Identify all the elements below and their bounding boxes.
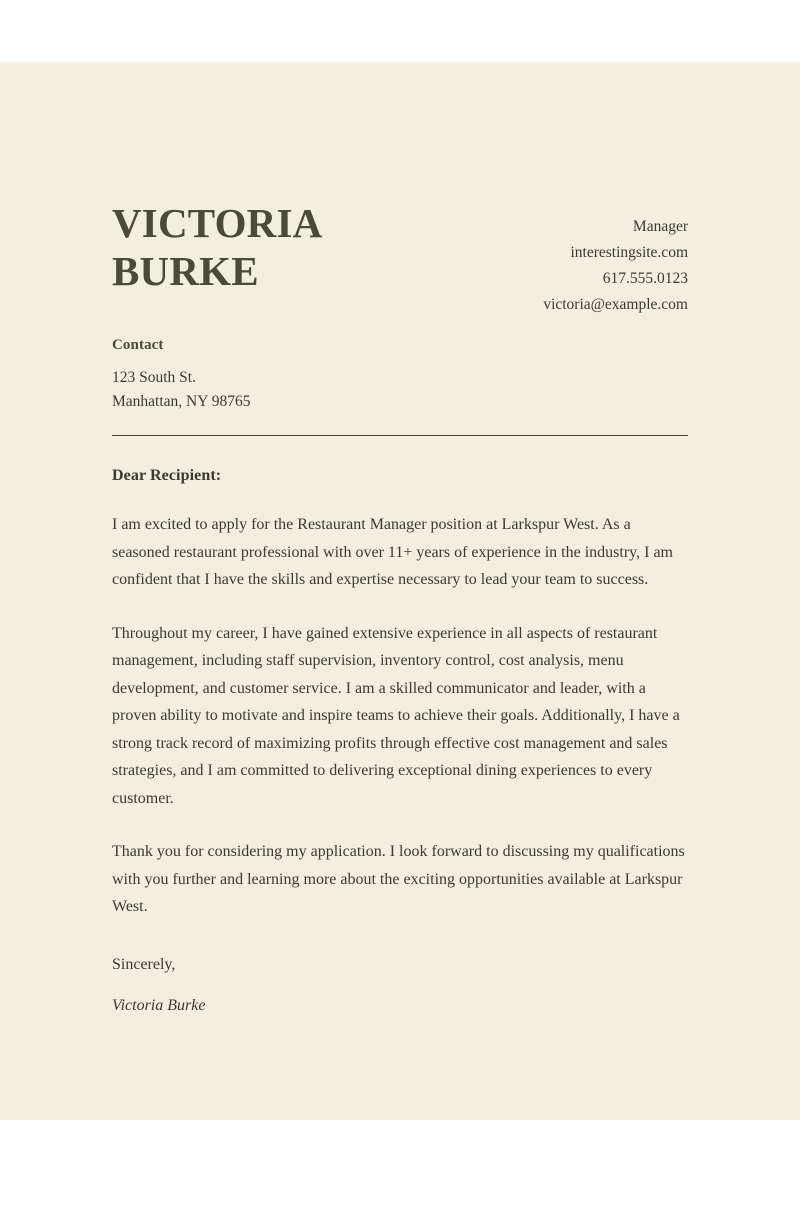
header-contact-list [543,200,688,318]
letter-paragraph: Throughout my career, I have gained extensive experience in all aspects of restaurant management, including staff supervision, inventory control, cost analysis, menu development, and customer service. I am a skilled communicator and leader, with a proven ability to motivate and inspire teams to achieve their goals. Additionally, I have a strong track record of maximizing profits through effective cost management and sales strategies, and I am committed to delivering exceptional dining experiences to every customer. [112,624,680,807]
contact-address-city: Manhattan, NY 98765 [112,392,251,410]
header-contact-phone[interactable]: 617.555.0123 [602,270,688,288]
closing-line: Sincerely, [112,955,176,973]
name-block [112,200,322,296]
letter-content [112,62,688,1020]
contact-address-street: 123 South St. [112,369,196,387]
salutation: Dear Recipient: [112,467,222,485]
header-contact-role: Manager [632,218,688,235]
letter-page [0,62,800,1120]
header-divider [112,435,688,436]
letterhead-row [112,200,688,318]
letterhead [112,62,688,436]
page-title: VICTORIA BURKE [112,200,323,294]
letter-paragraph: I am excited to apply for the Restaurant Manager position at Larkspur West. As a seasoned restaurant professional with over 11+ years of experience in the industry, I am confident that I have the skills and expertise necessary to lead your team to success. [112,516,673,589]
signature: Victoria Burke [112,997,206,1015]
contact-heading: Contact [112,337,164,354]
header-contact-email[interactable]: victoria@example.com [543,296,688,314]
header-contact-website[interactable]: interestingsite.com [570,244,688,262]
contact-section [112,337,688,413]
letter-paragraph: Thank you for considering my application. I look forward to discussing my qualifications with you further and learning more about the exciting opportunities available at Larkspur West. [112,843,685,916]
